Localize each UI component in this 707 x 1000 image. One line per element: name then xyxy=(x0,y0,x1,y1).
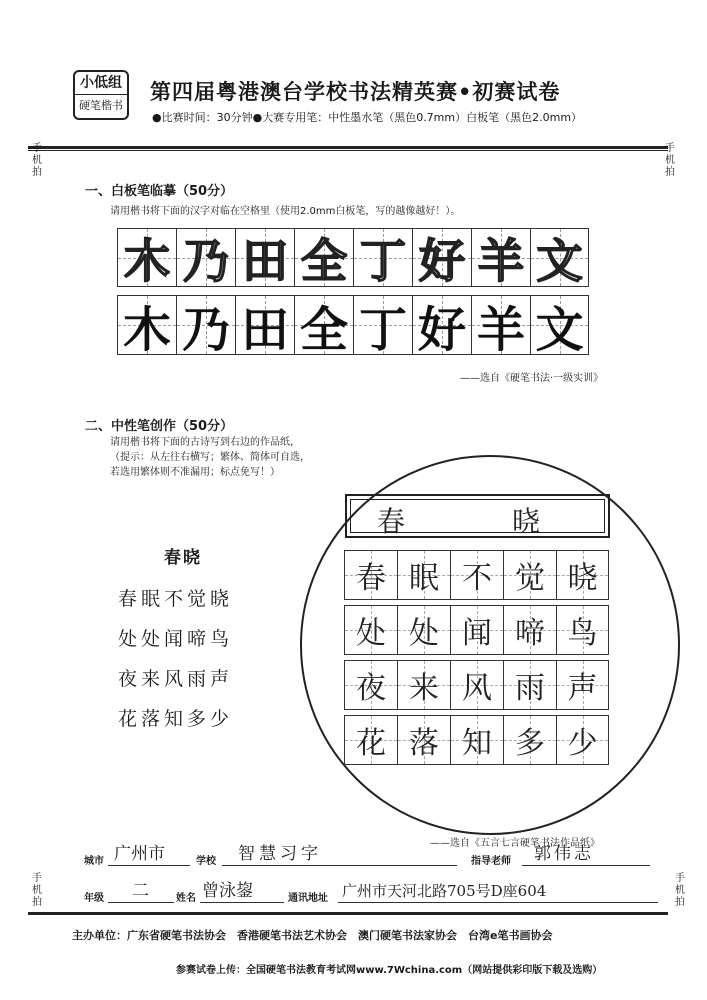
work-cell[interactable] xyxy=(344,660,397,710)
work-cell[interactable] xyxy=(556,715,609,765)
work-row xyxy=(344,550,609,600)
work-char: 处 xyxy=(356,616,386,651)
work-title-char: 春 xyxy=(377,505,406,538)
work-cell[interactable] xyxy=(503,550,556,600)
poem-title: 春晓 xyxy=(164,548,202,568)
work-cell[interactable] xyxy=(556,660,609,710)
work-title-box[interactable] xyxy=(345,494,610,538)
school-field[interactable] xyxy=(222,845,457,866)
name-value: 曾泳鋆 xyxy=(202,881,253,901)
work-cell[interactable] xyxy=(556,550,609,600)
phone-photo-marker-bottom-left xyxy=(30,873,44,909)
work-cell[interactable] xyxy=(397,715,450,765)
work-cell[interactable] xyxy=(503,715,556,765)
name-label: 姓名 xyxy=(176,893,196,904)
badge-group-label: 小低组 xyxy=(75,72,127,95)
copied-char: 木 xyxy=(122,301,171,358)
copied-char: 羊 xyxy=(476,301,525,358)
section2-heading: 二、中性笔创作（50分） xyxy=(85,419,234,434)
model-cell xyxy=(353,228,412,287)
address-label: 通讯地址 xyxy=(288,893,328,904)
copy-cell[interactable] xyxy=(176,295,235,358)
section1-instruction: 请用楷书将下面的汉字对临在空格里（使用2.0mm白板笔，写的越像越好！）。 xyxy=(110,206,461,217)
work-char: 觉 xyxy=(515,561,545,596)
header-divider xyxy=(28,146,668,149)
side-label: 手机拍 xyxy=(32,143,42,178)
model-cell xyxy=(117,228,176,287)
copied-char: 好 xyxy=(417,301,466,358)
work-row xyxy=(344,605,609,655)
copy-char-grid xyxy=(117,295,589,358)
work-cell[interactable] xyxy=(344,605,397,655)
side-label: 手机拍 xyxy=(675,873,685,908)
name-field[interactable] xyxy=(200,882,284,903)
work-char: 风 xyxy=(462,671,492,706)
work-cell[interactable] xyxy=(450,660,503,710)
copy-cell[interactable] xyxy=(353,295,412,358)
work-char: 夜 xyxy=(356,671,386,706)
copied-char: 文 xyxy=(535,301,584,358)
work-char: 不 xyxy=(462,561,492,596)
work-cell[interactable] xyxy=(450,550,503,600)
footer-divider xyxy=(28,912,668,915)
model-char: 羊 xyxy=(478,233,524,288)
work-char: 鸟 xyxy=(567,616,598,651)
work-cell[interactable] xyxy=(503,660,556,710)
copy-cell[interactable] xyxy=(471,295,530,358)
phone-photo-marker-bottom-right xyxy=(673,873,687,909)
work-cell[interactable] xyxy=(397,550,450,600)
side-label: 手机拍 xyxy=(32,873,42,908)
model-cell xyxy=(176,228,235,287)
model-cell xyxy=(412,228,471,287)
work-row xyxy=(344,660,609,710)
page-title: 第四届粤港澳台学校书法精英赛•初赛试卷 xyxy=(150,80,561,104)
model-char: 木 xyxy=(124,233,170,288)
teacher-value: 郭伟志 xyxy=(534,844,594,864)
model-char-grid xyxy=(117,228,589,287)
work-char: 少 xyxy=(567,726,598,761)
work-row xyxy=(344,715,609,765)
school-label: 学校 xyxy=(196,856,216,867)
work-cell[interactable] xyxy=(450,715,503,765)
phone-photo-marker-top-left xyxy=(30,143,44,179)
grade-value: 二 xyxy=(132,881,149,901)
section2-source: ——选自《五言七言硬笔书法作品纸》 xyxy=(430,838,600,849)
work-char: 晓 xyxy=(567,561,598,596)
work-char: 落 xyxy=(409,726,439,761)
grade-label: 年级 xyxy=(84,893,104,904)
badge-style-label: 硬笔楷书 xyxy=(79,99,123,112)
city-label: 城市 xyxy=(84,856,104,867)
work-title-char: 晓 xyxy=(512,505,541,538)
poem-line: 花落知多少 xyxy=(118,708,234,730)
download-line: 参赛试卷上传：全国硬笔书法教育考试网www.7Wchina.com（网站提供彩印版下载及选购） xyxy=(176,965,603,976)
group-badge xyxy=(73,70,129,120)
work-char: 雨 xyxy=(515,671,545,706)
model-cell xyxy=(235,228,294,287)
organizers-line: 主办单位：广东省硬笔书法协会 香港硬笔书法艺术协会 澳门硬笔书法家协会 台湾e笔书画协会 xyxy=(72,929,553,942)
copy-cell[interactable] xyxy=(117,295,176,358)
model-char: 好 xyxy=(419,233,465,288)
section1-heading: 一、白板笔临摹（50分） xyxy=(85,184,234,199)
section2-instruction-line: 若选用繁体则不准漏用；标点免写！） xyxy=(110,467,280,478)
page-subtitle: ●比赛时间：30分钟●大赛专用笔：中性墨水笔（黑色0.7mm）白板笔（黑色2.0mm） xyxy=(152,111,583,124)
work-cell[interactable] xyxy=(503,605,556,655)
copied-char: 丁 xyxy=(358,301,407,358)
work-cell[interactable] xyxy=(397,660,450,710)
teacher-label: 指导老师 xyxy=(471,856,511,867)
copied-char: 田 xyxy=(240,301,289,358)
work-char: 来 xyxy=(409,671,439,706)
work-char: 啼 xyxy=(515,616,545,651)
side-label: 手机拍 xyxy=(665,143,675,178)
poem-line: 春眠不觉晓 xyxy=(118,588,234,610)
model-char: 乃 xyxy=(183,233,229,288)
work-char: 闻 xyxy=(462,616,492,651)
work-char: 多 xyxy=(515,726,545,761)
copied-char: 乃 xyxy=(181,301,230,358)
school-value: 智慧习字 xyxy=(238,844,322,864)
city-field[interactable] xyxy=(108,845,190,866)
work-cell[interactable] xyxy=(450,605,503,655)
phone-photo-marker-top-right xyxy=(663,143,677,179)
work-char: 春 xyxy=(356,561,386,596)
work-char: 声 xyxy=(567,671,598,706)
section1-source: ——选自《硬笔书法·一级实训》 xyxy=(460,373,604,384)
copied-char: 全 xyxy=(299,301,348,358)
work-cell[interactable] xyxy=(344,550,397,600)
work-grid xyxy=(344,550,609,765)
model-cell xyxy=(294,228,353,287)
work-cell[interactable] xyxy=(397,605,450,655)
address-value: 广州市天河北路705号D座604 xyxy=(342,882,547,900)
copy-cell[interactable] xyxy=(294,295,353,358)
poem-line: 夜来风雨声 xyxy=(118,668,234,690)
copy-cell[interactable] xyxy=(412,295,471,358)
poem-line: 处处闻啼鸟 xyxy=(118,628,234,650)
copy-cell[interactable] xyxy=(530,295,589,358)
city-value: 广州市 xyxy=(114,844,165,864)
model-char: 丁 xyxy=(360,233,406,288)
model-char: 文 xyxy=(536,233,583,288)
section2-instruction-line: 请用楷书将下面的古诗写到右边的作品纸， xyxy=(110,437,300,448)
model-char: 田 xyxy=(242,233,288,288)
teacher-field[interactable] xyxy=(522,845,650,866)
model-cell xyxy=(530,228,589,287)
work-char: 花 xyxy=(356,726,386,761)
header-divider-thin xyxy=(28,150,668,151)
address-field[interactable] xyxy=(338,882,658,903)
work-char: 眠 xyxy=(409,561,439,596)
work-cell[interactable] xyxy=(344,715,397,765)
copy-cell[interactable] xyxy=(235,295,294,358)
model-char: 全 xyxy=(301,233,347,288)
work-char: 处 xyxy=(409,616,439,651)
section2-instruction-line: （提示：从左往右横写；繁体、简体可自选， xyxy=(110,452,310,463)
grade-field[interactable] xyxy=(108,882,174,903)
model-cell xyxy=(471,228,530,287)
work-cell[interactable] xyxy=(556,605,609,655)
work-char: 知 xyxy=(462,726,492,761)
